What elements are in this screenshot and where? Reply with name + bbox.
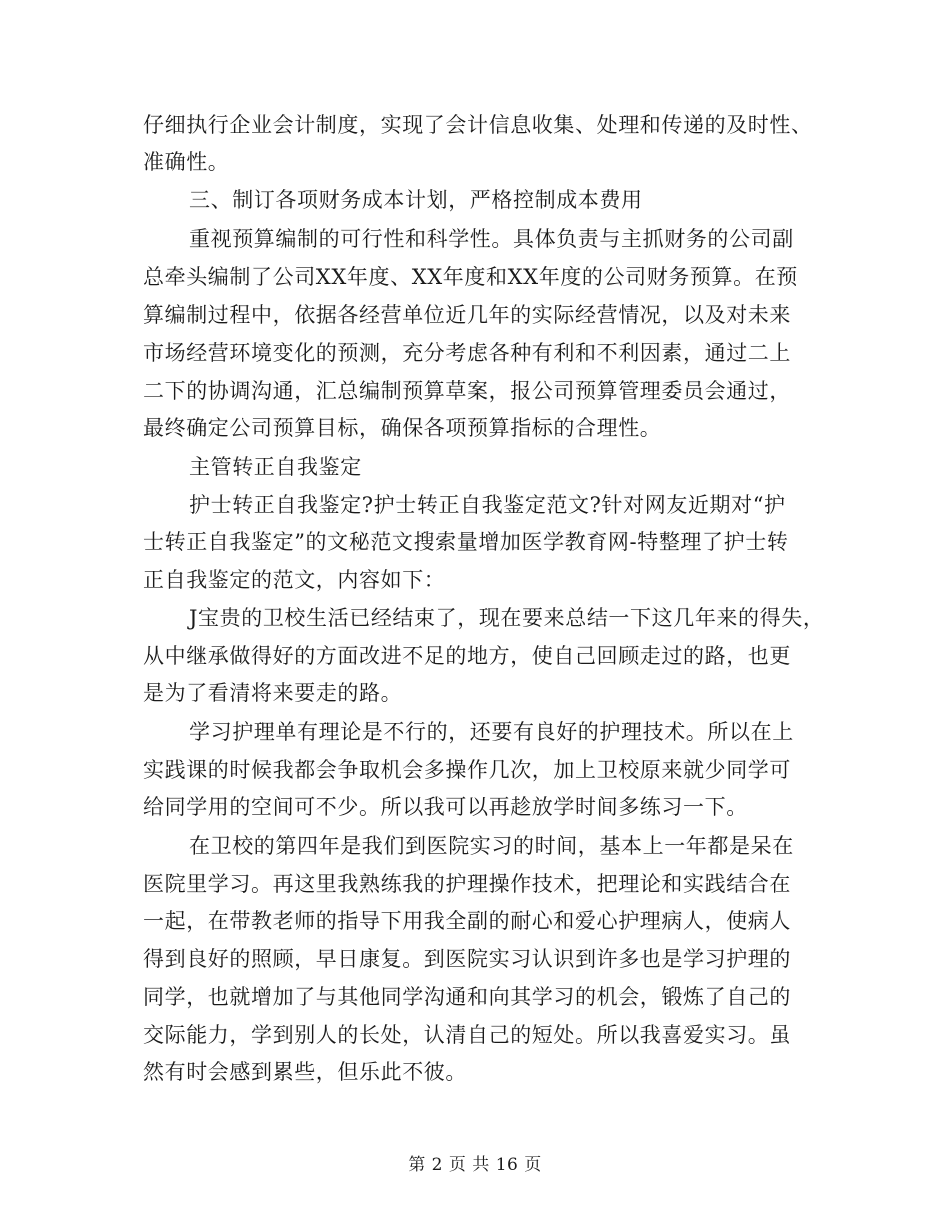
text-line: 是为了看清将来要走的路。 [143, 681, 403, 705]
text-line: 从中继承做得好的方面改进不足的地方，使自己回顾走过的路，也更 [143, 644, 791, 668]
text-line: 最终确定公司预算目标，确保各项预算指标的合理性。 [143, 416, 662, 440]
text-line: 二下的协调沟通，汇总编制预算草案，报公司预算管理委员会通过， [143, 379, 791, 403]
page-number-footer: 第 2 页 共 16 页 [408, 1155, 542, 1175]
text-line: 然有时会感到累些，但乐此不彼。 [143, 1060, 467, 1084]
text-line: 实践课的时候我都会争取机会多操作几次，加上卫校原来就少同学可 [143, 758, 791, 782]
text-line: 准确性。 [143, 150, 230, 174]
text-line: 算编制过程中，依据各经营单位近几年的实际经营情况，以及对未来 [143, 303, 791, 327]
text-line: 在卫校的第四年是我们到医院实习的时间，基本上一年都是呆在 [189, 834, 794, 858]
text-line: 护士转正自我鉴定?护士转正自我鉴定范文?针对网友近期对“护 [189, 493, 786, 517]
text-line: 重视预算编制的可行性和科学性。具体负责与主抓财务的公司副 [189, 227, 794, 251]
text-line: 学习护理单有理论是不行的，还要有良好的护理技术。所以在上 [189, 720, 794, 744]
text-line: 同学，也就增加了与其他同学沟通和向其学习的机会，锻炼了自己的 [143, 985, 791, 1009]
text-line: 医院里学习。再这里我熟练我的护理操作技术，把理论和实践结合在 [143, 872, 791, 896]
text-line: 总牵头编制了公司XX年度、XX年度和XX年度的公司财务预算。在预 [143, 265, 798, 289]
text-line: 士转正自我鉴定”的文秘范文搜索量增加医学教育网-特整理了护士转 [143, 530, 789, 554]
text-line: 给同学用的空间可不少。所以我可以再趁放学时间多练习一下。 [143, 795, 748, 819]
text-line: 一起，在带教老师的指导下用我全副的耐心和爱心护理病人，使病人 [143, 909, 791, 933]
text-line: J宝贵的卫校生活已经结束了，现在要来总结一下这几年来的得失， [189, 606, 825, 630]
text-line: 交际能力，学到别人的长处，认清自己的短处。所以我喜爱实习。虽 [143, 1023, 791, 1047]
text-line: 仔细执行企业会计制度，实现了会计信息收集、处理和传递的及时性、 [143, 113, 813, 137]
text-line: 市场经营环境变化的预测，充分考虑各种有利和不利因素，通过二上 [143, 341, 791, 365]
text-line: 正自我鉴定的范文，内容如下： [143, 568, 446, 592]
text-line: 得到良好的照顾，早日康复。到医院实习认识到许多也是学习护理的 [143, 947, 791, 971]
section-heading: 主管转正自我鉴定 [189, 455, 362, 479]
section-heading: 三、制订各项财务成本计划，严格控制成本费用 [189, 188, 643, 212]
